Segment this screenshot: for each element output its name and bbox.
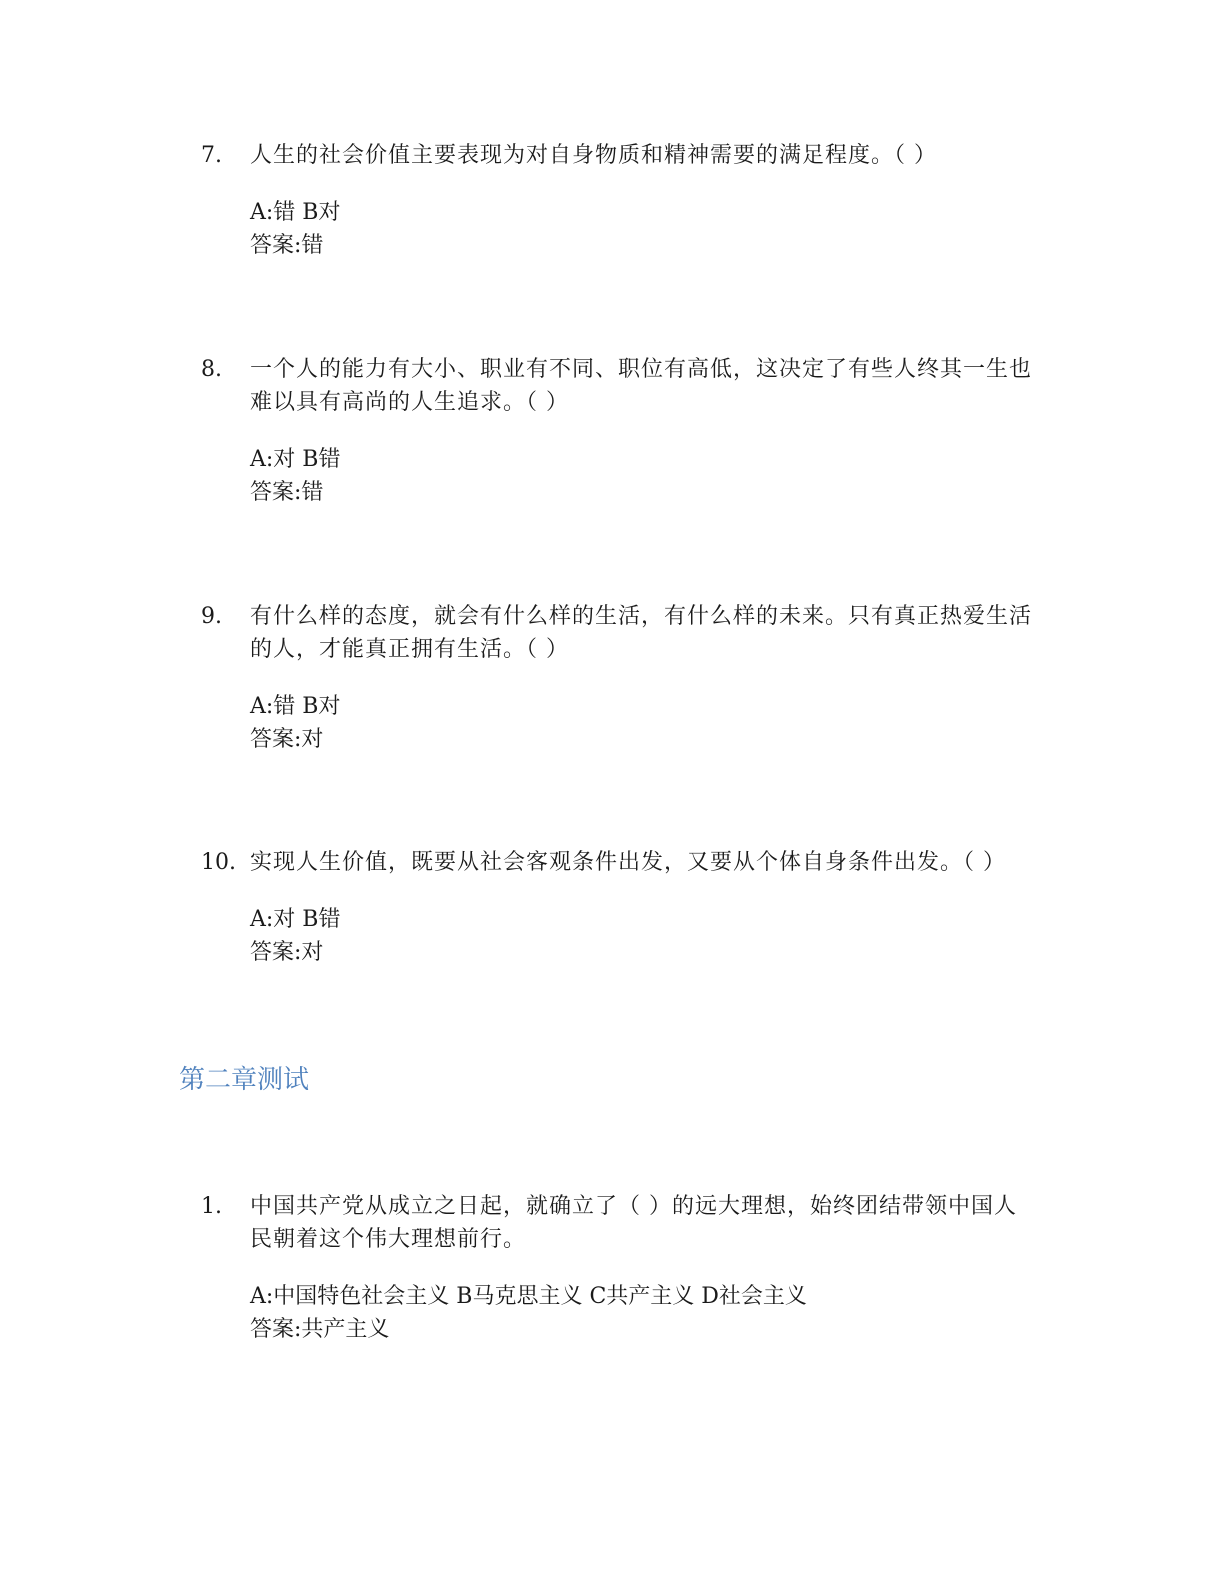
- question-answer: 答案:错: [250, 480, 324, 505]
- question-answer: 答案:共产主义: [250, 1317, 390, 1342]
- question-options: A:中国特色社会主义 B马克思主义 C共产主义 D社会主义: [250, 1284, 807, 1309]
- question-options: A:错 B对: [250, 694, 341, 719]
- question-options: A:对 B错: [250, 907, 341, 932]
- question-text: 实现人生价值，既要从社会客观条件出发，又要从个体自身条件出发。（ ）: [250, 850, 1006, 875]
- question-options: A:对 B错: [250, 447, 341, 472]
- question-answer: 答案:对: [250, 940, 324, 965]
- question-9: [201, 600, 1061, 756]
- question-text: 中国共产党从成立之日起，就确立了（ ）的远大理想，始终团结带领中国人民朝着这个伟大理想前行。: [250, 1194, 1017, 1252]
- question-answer: 答案:错: [250, 233, 324, 258]
- question-number: 10.: [201, 850, 236, 875]
- question-number: 9.: [201, 604, 222, 629]
- question-ch2-1: [201, 1190, 1061, 1346]
- question-text: 一个人的能力有大小、职业有不同、职位有高低，这决定了有些人终其一生也难以具有高尚的人生追求。（ ）: [250, 357, 1033, 415]
- question-text: 人生的社会价值主要表现为对自身物质和精神需要的满足程度。（ ）: [250, 143, 937, 168]
- question-answer: 答案:对: [250, 727, 324, 752]
- question-number: 1.: [201, 1194, 222, 1219]
- question-10: [201, 846, 1061, 969]
- question-8: [201, 353, 1061, 509]
- question-options: A:错 B对: [250, 200, 341, 225]
- question-7: [201, 139, 1061, 262]
- section-heading: 第二章测试: [179, 1065, 310, 1095]
- question-number: 8.: [201, 357, 222, 382]
- question-number: 7.: [201, 143, 222, 168]
- question-text: 有什么样的态度，就会有什么样的生活，有什么样的未来。只有真正热爱生活的人，才能真正拥有生活。（ ）: [250, 604, 1033, 662]
